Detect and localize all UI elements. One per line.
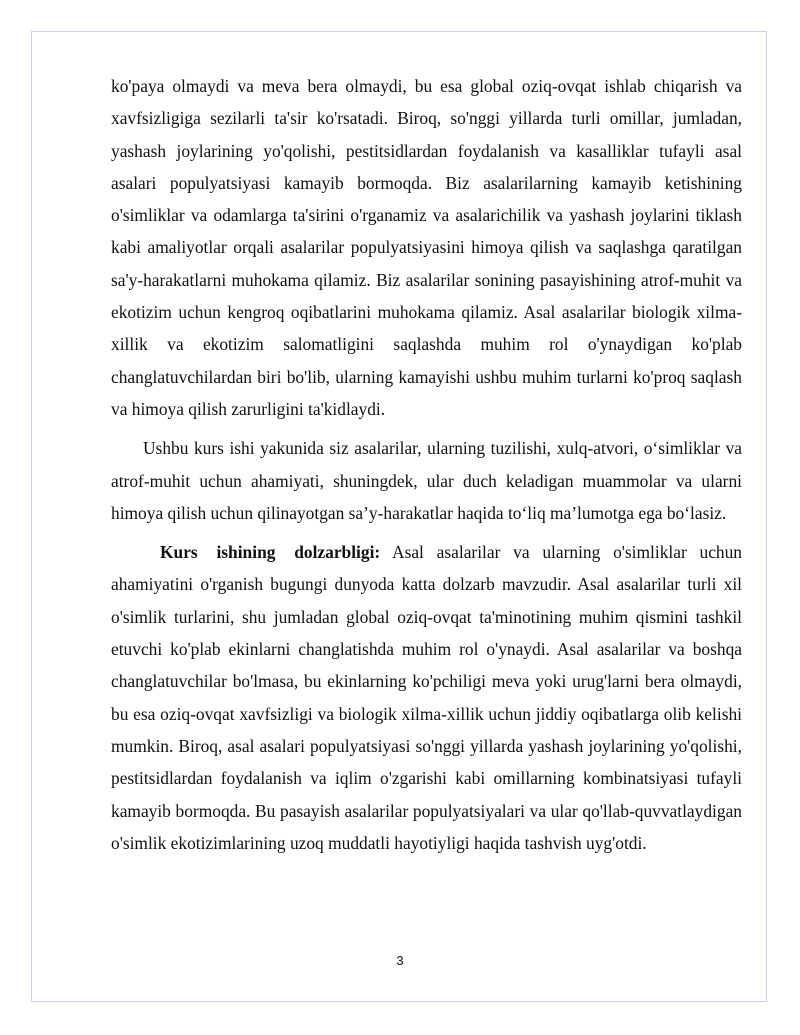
page-number: 3 <box>396 953 404 968</box>
paragraph-course-summary: Ushbu kurs ishi yakunida siz asalarilar, ularning tuzilishi, xulq-atvori, o‘simliklar va atrof-muhit uchun ahamiyati, shuningdek, ular duch keladigan muammolar va ularni himoya qilish uchun qilinayotgan sa’y-harakatlar haqida to‘liq ma’lumotga ega bo‘lasiz. <box>111 438 742 523</box>
relevance-heading: Kurs ishining dolzarbligi: <box>160 542 381 563</box>
relevance-text: Asal asalarilar va ularning o'simliklar uchun ahamiyatini o'rganish bugungi dunyoda katta dolzarb mavzudir. Asal asalarilar turli xil o'simlik turlarini, shu jumladan global oziq-ovqat ta'minotining muhim qismini tashkil etuvchi ko'plab ekinlarni changlatishda muhim rol o'ynaydi. Asal asalarilar va boshqa changlatuvchilar bo'lmasa, bu ekinlarning ko'pchiligi meva yoki urug'larni bera olmaydi, bu esa oziq-ovqat xavfsizligi va biologik xilma-xillik uchun jiddiy oqibatlarga olib kelishi mumkin. Biroq, asal asalari populyatsiyasi so'nggi yillarda yashash joylarining yo'qolishi, pestitsidlardan foydalanish va iqlim o'zgarishi kabi omillarning kombinatsiyasi tufayli kamayib bormoqda. Bu pasayish asalarilar populyatsiyalari va ular qo'llab-quvvatlaydigan o'simlik ekotizimlarining uzoq muddatli hayotiyligi haqida tashvish uyg'otdi. <box>111 542 743 853</box>
paragraph-relevance <box>111 536 742 859</box>
paragraph-intro-continuation: ko'paya olmaydi va meva bera olmaydi, bu esa global oziq-ovqat ishlab chiqarish va xavfsizligiga sezilarli ta'sir ko'rsatadi. Biroq, so'nggi yillarda turli omillar, jumladan, yashash joylarining yo'qolishi, pestitsidlardan foydalanish va kasalliklar tufayli asal asalari populyatsiyasi kamayib bormoqda. Biz asalarilarning kamayib ketishining o'simliklar va odamlarga ta'sirini o'rganamiz va asalarichilik va yashash joylarini tiklash kabi amaliyotlar orqali asalarilar populyatsiyasini himoya qilish va saqlashga qaratilgan sa'y-harakatlarni muhokama qilamiz. Biz asalarilar sonining pasayishining atrof-muhit va ekotizim uchun kengroq oqibatlarini muhokama qilamiz. Asal asalarilar biologik xilma-xillik va ekotizim salomatligini saqlashda muhim rol o'ynaydigan ko'plab changlatuvchilardan biri bo'lib, ularning kamayishi ushbu muhim turlarni ko'proq saqlash va himoya qilish zarurligini ta'kidlaydi. <box>111 76 742 419</box>
document-body <box>111 70 742 859</box>
